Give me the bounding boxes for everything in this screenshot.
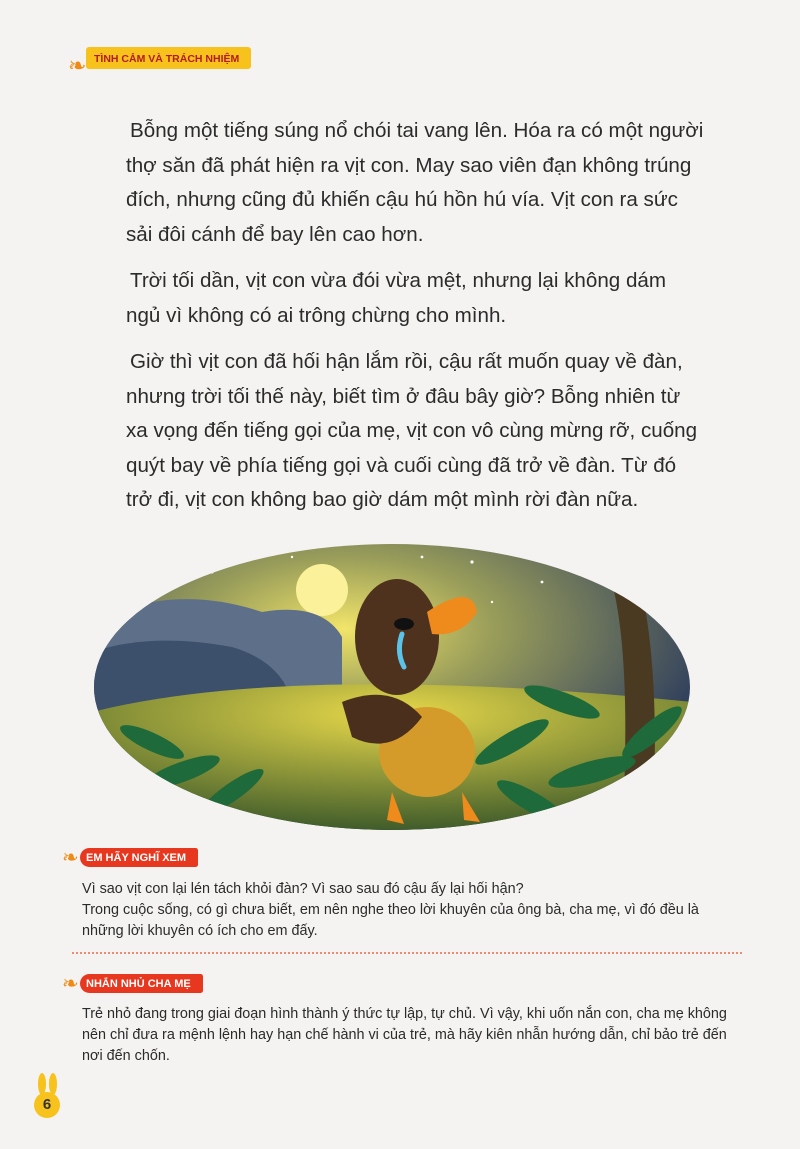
- think-section-label: EM HÃY NGHĨ XEM: [80, 848, 198, 867]
- think-line: Trong cuộc sống, có gì chưa biết, em nên nghe theo lời khuyên của ông bà, cha mẹ, vì đó đều là những lời khuyên có ích cho em đấy.: [82, 902, 699, 939]
- think-section-text: [82, 879, 742, 942]
- section-divider: [72, 952, 742, 954]
- story-paragraph: Giờ thì vịt con đã hối hận lắm rồi, cậu rất muốn quay về đàn, nhưng trời tối thế này, biết tìm ở đâu bây giờ? Bỗng nhiên từ xa vọng đến tiếng gọi của mẹ, vịt con vô cùng mừng rỡ, cuống quýt bay về phía tiếng gọi và cuối cùng đã trở về đàn. Từ đó trở đi, vịt con không bao giờ dám một mình rời đàn nữa.: [126, 350, 698, 511]
- parents-section-text: Trẻ nhỏ đang trong giai đoạn hình thành ý thức tự lập, tự chủ. Vì vậy, khi uốn nắn con, cha mẹ không nên chỉ đưa ra mệnh lệnh hay hạn chế hành vi của trẻ, mà hãy kiên nhẫn hướng dẫn, chỉ bảo trẻ đến nơi đến chốn.: [82, 1006, 727, 1064]
- swirl-ornament-icon: ❧: [62, 971, 79, 995]
- chapter-header: TÌNH CẢM VÀ TRÁCH NHIỆM: [86, 47, 251, 69]
- swirl-ornament-icon: ❧: [62, 845, 79, 869]
- story-paragraph: Bỗng một tiếng súng nổ chói tai vang lên. Hóa ra có một người thợ săn đã phát hiện ra vịt con. May sao viên đạn không trúng đích, nhưng cũng đủ khiến cậu hú hồn hú vía. Vịt con ra sức sải đôi cánh để bay lên cao hơn.: [126, 119, 704, 246]
- story-paragraph: Trời tối dần, vịt con vừa đói vừa mệt, nhưng lại không dám ngủ vì không có ai trông chừng cho mình.: [126, 269, 667, 327]
- swirl-ornament-icon: ❧: [68, 54, 87, 79]
- think-line: Vì sao vịt con lại lén tách khỏi đàn? Vì sao sau đó cậu ấy lại hối hận?: [82, 881, 524, 897]
- story-text: [126, 114, 706, 530]
- page-number: 6: [34, 1092, 60, 1118]
- parents-section-label: NHẮN NHỦ CHA MẸ: [80, 974, 203, 993]
- crying-duck-illustration: [92, 542, 692, 832]
